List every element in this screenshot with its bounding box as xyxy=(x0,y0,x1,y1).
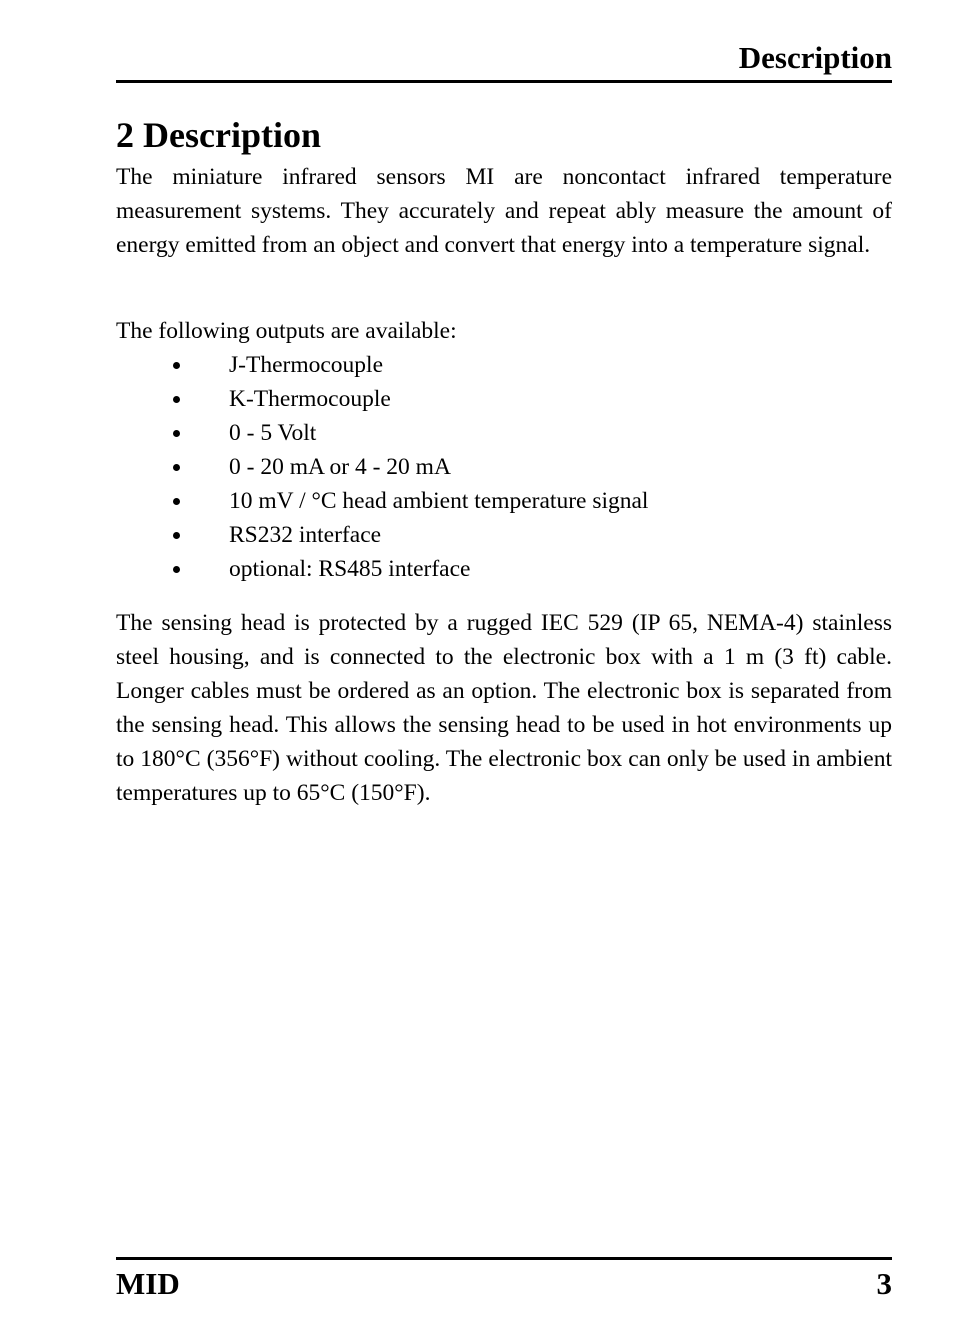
list-item xyxy=(116,450,892,484)
bullet-icon xyxy=(173,396,180,403)
bullet-icon xyxy=(173,464,180,471)
intro-paragraph: The miniature infrared sensors MI are noncontact infrared temperature measurement systems. They accurately and repeat ably measure the amount of energy emitted from an object and convert that energy into a temperature signal. xyxy=(116,164,892,258)
bullet-icon xyxy=(173,362,180,369)
outputs-list xyxy=(116,348,892,586)
bullet-icon xyxy=(173,532,180,539)
running-header: Description xyxy=(738,40,892,75)
outputs-intro: The following outputs are available: xyxy=(116,318,457,344)
list-item xyxy=(116,518,892,552)
list-item-text: 10 mV / °C head ambient temperature signal xyxy=(229,488,649,514)
document-page xyxy=(116,0,892,1323)
list-item xyxy=(116,416,892,450)
footer-rule xyxy=(116,1257,892,1260)
list-item xyxy=(116,382,892,416)
list-item-text: optional: RS485 interface xyxy=(229,556,471,582)
list-item-text: RS232 interface xyxy=(229,522,382,548)
housing-paragraph: The sensing head is protected by a rugged IEC 529 (IP 65, NEMA-4) stainless steel housing, and is connected to the electronic box with a 1 m (3 ft) cable. Longer cables must be ordered as an option. The electronic box is separated from the sensing head. This allows the sensing head to be used in hot environments up to 180°C (356°F) without cooling. The electronic box can only be used in ambient temperatures up to 65°C (150°F). xyxy=(116,610,892,806)
list-item-text: 0 - 5 Volt xyxy=(229,420,317,446)
list-item xyxy=(116,348,892,382)
list-item xyxy=(116,552,892,586)
list-item-text: 0 - 20 mA or 4 - 20 mA xyxy=(229,454,451,480)
list-item-text: J-Thermocouple xyxy=(229,352,384,378)
bullet-icon xyxy=(173,430,180,437)
list-item xyxy=(116,484,892,518)
bullet-icon xyxy=(173,498,180,505)
section-title: 2 Description xyxy=(116,115,321,155)
header-rule xyxy=(116,80,892,83)
footer-product: MID xyxy=(116,1266,180,1301)
page-number: 3 xyxy=(876,1266,892,1301)
bullet-icon xyxy=(173,566,180,573)
list-item-text: K-Thermocouple xyxy=(229,386,391,412)
